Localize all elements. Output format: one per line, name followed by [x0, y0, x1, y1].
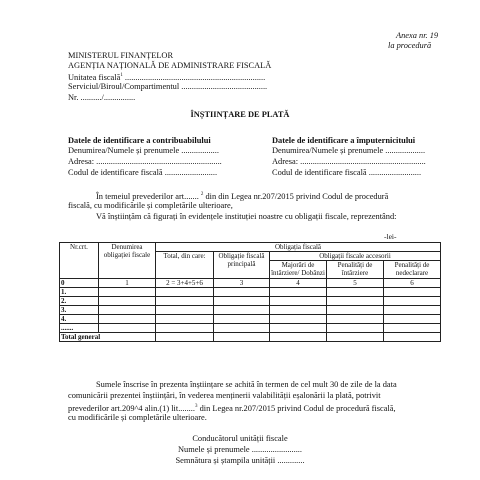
- header-obligation-name: Denumirea obligației fiscale: [99, 243, 156, 279]
- table-header-row: [60, 243, 441, 252]
- fiscal-unit-dots: ...................................................................: [122, 72, 266, 82]
- annex-number: Anexa nr. 19: [396, 31, 439, 40]
- legal-basis-text-b: din din Legea nr.207/2015 privind Codul de procedură: [203, 191, 389, 201]
- column-number: 2 = 3+4+5+6: [156, 279, 214, 288]
- head-of-unit-name: Numele și prenumele ........................: [178, 445, 302, 454]
- representative-address: Adresa: ............................................................: [272, 157, 426, 166]
- payment-term-line2: comunicării prezentei înștiințări, în vederea menținerii valabilității eșalonării la plată, potrivit: [68, 391, 381, 400]
- table-row: [60, 288, 441, 297]
- total-row: [60, 333, 441, 342]
- currency-label: -lei-: [384, 232, 397, 241]
- footnote-ref: 3: [194, 404, 198, 409]
- header-interest: Majorări de întârziere/ Dobânzi: [271, 261, 325, 277]
- taxpayer-heading: Datele de identificare a contribuabilului: [68, 136, 211, 145]
- fiscal-unit-label: Unitatea fiscală: [68, 72, 121, 82]
- annex-procedure: la procedură: [388, 41, 432, 50]
- representative-name: Denumirea/Numele și prenumele ...................: [272, 146, 426, 155]
- column-number: 1: [99, 279, 156, 288]
- footnote-ref: 1: [120, 73, 123, 78]
- payment-term-line4: cu modificările și completările ulterioare.: [68, 413, 207, 422]
- header-main-obligation: Obligație fiscală principală: [214, 252, 270, 279]
- row-number: 1.: [60, 288, 99, 297]
- column-number-row: [60, 279, 441, 288]
- column-number: 3: [214, 279, 270, 288]
- representative-heading: Datele de identificare a împuternicitului: [272, 136, 416, 145]
- row-number: .......: [60, 324, 99, 333]
- header-accessory: Obligații fiscale accesorii: [270, 252, 441, 261]
- column-number: 6: [384, 279, 441, 288]
- legal-basis-text-a: În temeiul prevederilor art.......: [96, 191, 201, 201]
- header-nr: Nr.crt.: [60, 243, 99, 279]
- taxpayer-address: Adresa: ............................................................: [68, 157, 222, 166]
- table-row: [60, 324, 441, 333]
- header-late-penalties: Penalități de întârziere: [327, 261, 384, 279]
- taxpayer-name: Denumirea/Numele și prenumele ..................: [68, 146, 219, 155]
- payment-term-text-a: prevederilor art.209^4 alin.(1) lit........: [68, 403, 195, 413]
- service-line: Serviciul/Biroul/Compartimentul .........................................: [68, 82, 268, 91]
- notice-sentence: Vă înștiințăm că figurați în evidențele instituției noastre cu obligații fiscale, reprezentând:: [96, 212, 397, 221]
- table-row: [60, 306, 441, 315]
- taxpayer-fiscal-code: Codul de identificare fiscală .........................: [68, 168, 218, 177]
- head-of-unit-signature: Semnătura și ștampila unității .............: [175, 456, 305, 465]
- header-nondeclaration-penalties: Penalități de nedeclarare: [384, 261, 441, 279]
- representative-fiscal-code: Codul de identificare fiscală .........................: [272, 168, 422, 177]
- legal-basis-line2: fiscală, cu modificările și completările ulterioare,: [68, 201, 233, 210]
- document-number: Nr. ........../...............: [68, 93, 136, 102]
- head-of-unit-label: Conducătorul unității fiscale: [192, 434, 288, 443]
- column-number: 0: [60, 279, 99, 288]
- payment-term-text-b: din Legea nr.207/2015 privind Codul de procedură fiscală,: [197, 403, 396, 413]
- payment-term-line1: Sumele înscrise în prezenta înștiințare se achită în termen de cel mult 30 de zile de la data: [96, 380, 397, 389]
- row-number: 2.: [60, 297, 99, 306]
- header-total: Total, din care:: [156, 252, 214, 279]
- document-title: ÎNȘTIINȚARE DE PLATĂ: [190, 110, 290, 119]
- ministry-name: MINISTERUL FINANȚELOR: [68, 51, 174, 60]
- agency-name: AGENȚIA NAȚIONALĂ DE ADMINISTRARE FISCALĂ: [68, 61, 272, 70]
- column-number: 5: [327, 279, 384, 288]
- footnote-ref: 2: [200, 192, 204, 197]
- table-row: [60, 297, 441, 306]
- row-number: 3.: [60, 306, 99, 315]
- header-fiscal-obligation: Obligația fiscală: [156, 243, 441, 252]
- row-number: 4.: [60, 315, 99, 324]
- column-number: 4: [270, 279, 327, 288]
- total-general-label: Total general: [60, 333, 156, 342]
- table-row: [60, 315, 441, 324]
- obligations-table: [59, 242, 441, 342]
